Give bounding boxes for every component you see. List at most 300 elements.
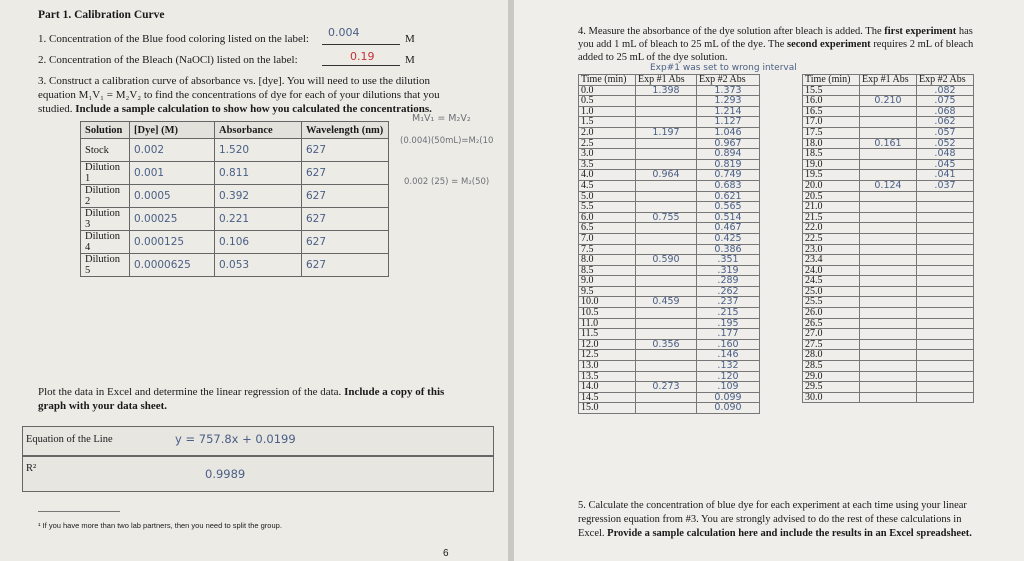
exp2-abs-cell: .048 <box>917 149 974 160</box>
exp1-abs-cell: 0.964 <box>636 170 697 181</box>
time-cell: 0.5 <box>579 96 636 107</box>
table-row <box>579 382 760 393</box>
exp1-abs-cell <box>860 339 917 350</box>
r2-value: 0.9989 <box>205 467 246 481</box>
wavelength-value: 627 <box>302 185 389 208</box>
exp2-abs-cell: 1.127 <box>697 117 760 128</box>
time-cell: 27.5 <box>803 339 860 350</box>
time-cell: 5.5 <box>579 202 636 213</box>
exp2-abs-cell: .195 <box>697 318 760 329</box>
time-cell: 5.0 <box>579 191 636 202</box>
table-row <box>579 329 760 340</box>
plot-instructions-line2: graph with your data sheet. <box>38 400 168 412</box>
table-row <box>579 233 760 244</box>
q2-answer: 0.19 <box>350 50 375 63</box>
dye-value: 0.002 <box>130 139 215 162</box>
time-cell: 19.0 <box>803 159 860 170</box>
question-2: 2. Concentration of the Bleach (NaOCl) listed on the label: <box>38 54 298 66</box>
time-cell: 28.5 <box>803 361 860 372</box>
exp1-abs-cell: 1.398 <box>636 85 697 96</box>
calibration-table <box>80 121 389 277</box>
exp2-abs-cell: 0.967 <box>697 138 760 149</box>
exp2-abs-cell: 0.819 <box>697 159 760 170</box>
table-row <box>81 231 389 254</box>
time-cell: 3.0 <box>579 149 636 160</box>
time-cell: 8.0 <box>579 255 636 266</box>
exp2-abs-cell: .351 <box>697 255 760 266</box>
exp1-abs-cell <box>860 255 917 266</box>
time-cell: 4.5 <box>579 180 636 191</box>
exp1-abs-cell <box>860 286 917 297</box>
table-row <box>579 255 760 266</box>
question-5-line1: 5. Calculate the concentration of blue dye for each experiment at each time using your linear <box>578 500 967 511</box>
exp1-abs-cell <box>860 106 917 117</box>
exp1-abs-cell <box>860 265 917 276</box>
time-cell: 24.0 <box>803 265 860 276</box>
exp2-abs-cell <box>917 212 974 223</box>
exp1-abs-cell <box>636 233 697 244</box>
table-row <box>803 149 974 160</box>
exp1-abs-cell <box>636 159 697 170</box>
exp2-abs-cell <box>917 265 974 276</box>
time-cell: 10.5 <box>579 308 636 319</box>
table-row <box>579 170 760 181</box>
table-row <box>81 254 389 277</box>
table-row <box>579 127 760 138</box>
exp1-abs-cell <box>860 212 917 223</box>
question-4-line2: you add 1 mL of bleach to 25 mL of the dye. The second experiment requires 2 mL of bleach <box>578 39 974 50</box>
exp2-abs-cell: 1.293 <box>697 96 760 107</box>
exp2-abs-cell: .075 <box>917 96 974 107</box>
r2-box <box>22 456 494 492</box>
table-row <box>803 191 974 202</box>
question-3-line2: equation M₁V₁ = M₂V₂ to find the concentrations of dye for each of your dilutions that you <box>38 89 440 101</box>
exp2-abs-cell: .045 <box>917 159 974 170</box>
table-row <box>803 276 974 287</box>
table-row <box>803 180 974 191</box>
table-row <box>579 212 760 223</box>
absorbance-value: 0.106 <box>215 231 302 254</box>
time-cell: 7.0 <box>579 233 636 244</box>
row-label: Stock <box>81 139 130 162</box>
exp1-abs-cell <box>636 403 697 414</box>
table-row <box>803 202 974 213</box>
absorbance-value: 0.221 <box>215 208 302 231</box>
exp1-abs-cell <box>860 223 917 234</box>
time-cell: 0.0 <box>579 85 636 96</box>
part-title: Part 1. Calibration Curve <box>38 9 165 21</box>
table-row <box>803 329 974 340</box>
table-row <box>579 159 760 170</box>
table-row <box>81 208 389 231</box>
table-row <box>803 96 974 107</box>
exp1-abs-cell <box>860 361 917 372</box>
exp1-abs-cell: 1.197 <box>636 127 697 138</box>
table-row <box>803 117 974 128</box>
time-cell: 21.0 <box>803 202 860 213</box>
col-header-exp1: Exp #1 Abs <box>636 75 697 86</box>
exp2-abs-cell <box>917 276 974 287</box>
time-cell: 11.5 <box>579 329 636 340</box>
exp2-abs-cell: 0.425 <box>697 233 760 244</box>
exp2-abs-cell <box>917 297 974 308</box>
question-5-line2: regression equation from #3. You are strongly advised to do the rest of these calculations in <box>578 514 962 525</box>
table-row <box>579 276 760 287</box>
exp1-abs-cell <box>860 159 917 170</box>
table-row <box>579 308 760 319</box>
time-cell: 15.0 <box>579 403 636 414</box>
exp2-abs-cell <box>917 223 974 234</box>
exp2-abs-cell <box>917 191 974 202</box>
exp2-abs-cell: .082 <box>917 85 974 96</box>
exp1-abs-cell <box>636 191 697 202</box>
time-cell: 25.5 <box>803 297 860 308</box>
exp2-abs-cell: .289 <box>697 276 760 287</box>
exp1-abs-cell: 0.590 <box>636 255 697 266</box>
exp2-abs-cell <box>917 350 974 361</box>
exp1-abs-cell <box>636 308 697 319</box>
exp1-abs-cell <box>636 106 697 117</box>
exp1-abs-cell <box>860 244 917 255</box>
exp1-abs-cell <box>860 85 917 96</box>
exp2-abs-cell <box>917 286 974 297</box>
time-cell: 24.5 <box>803 276 860 287</box>
exp1-abs-cell <box>860 149 917 160</box>
table-row <box>579 318 760 329</box>
time-cell: 8.5 <box>579 265 636 276</box>
exp1-abs-cell: 0.755 <box>636 212 697 223</box>
table-row <box>579 339 760 350</box>
table-row <box>81 162 389 185</box>
table-row <box>579 149 760 160</box>
dye-value: 0.0000625 <box>130 254 215 277</box>
row-label: Dilution 2 <box>81 185 130 208</box>
exp2-abs-cell: .146 <box>697 350 760 361</box>
table-row <box>803 233 974 244</box>
table-row <box>579 265 760 276</box>
exp1-abs-cell <box>860 318 917 329</box>
exp1-abs-cell: 0.273 <box>636 382 697 393</box>
time-cell: 18.5 <box>803 149 860 160</box>
time-cell: 13.0 <box>579 361 636 372</box>
left-page <box>0 0 508 561</box>
time-cell: 1.0 <box>579 106 636 117</box>
table-row <box>803 371 974 382</box>
time-cell: 7.5 <box>579 244 636 255</box>
exp2-abs-cell <box>917 308 974 319</box>
absorbance-value: 0.053 <box>215 254 302 277</box>
exp2-abs-cell <box>917 361 974 372</box>
exp2-abs-cell: .109 <box>697 382 760 393</box>
row-label: Dilution 5 <box>81 254 130 277</box>
row-label: Dilution 3 <box>81 208 130 231</box>
table-row <box>579 297 760 308</box>
col-header-exp1: Exp #1 Abs <box>860 75 917 86</box>
exp1-abs-cell <box>860 308 917 319</box>
exp2-abs-cell: 0.749 <box>697 170 760 181</box>
q2-unit: M <box>405 54 415 66</box>
time-cell: 2.5 <box>579 138 636 149</box>
table-row <box>803 361 974 372</box>
table-row <box>579 223 760 234</box>
table-row <box>803 127 974 138</box>
table-row <box>803 286 974 297</box>
time-cell: 21.5 <box>803 212 860 223</box>
table-row <box>579 244 760 255</box>
question-1: 1. Concentration of the Blue food coloring listed on the label: <box>38 33 309 45</box>
table-row <box>803 308 974 319</box>
exp2-abs-cell: 0.090 <box>697 403 760 414</box>
question-5-line3: Excel. Provide a sample calculation here and include the results in an Excel spreadsheet. <box>578 528 972 539</box>
exp1-abs-cell <box>636 138 697 149</box>
dye-value: 0.0005 <box>130 185 215 208</box>
wavelength-value: 627 <box>302 254 389 277</box>
exp1-abs-cell <box>636 371 697 382</box>
table-row <box>579 403 760 414</box>
table-row <box>579 361 760 372</box>
col-header-dye: [Dye] (M) <box>130 122 215 139</box>
handwritten-equation: M₁V₁ = M₂V₂ <box>412 113 471 124</box>
exp2-abs-cell <box>917 255 974 266</box>
time-cell: 12.5 <box>579 350 636 361</box>
table-row <box>803 106 974 117</box>
time-cell: 26.5 <box>803 318 860 329</box>
table-row <box>803 85 974 96</box>
table-row <box>579 392 760 403</box>
exp1-abs-cell: 0.459 <box>636 297 697 308</box>
exp1-abs-cell <box>636 223 697 234</box>
table-row <box>803 138 974 149</box>
time-cell: 10.0 <box>579 297 636 308</box>
exp2-abs-cell: .237 <box>697 297 760 308</box>
exp2-abs-cell: .037 <box>917 180 974 191</box>
exp2-abs-cell: 0.621 <box>697 191 760 202</box>
time-cell: 23.0 <box>803 244 860 255</box>
time-cell: 20.0 <box>803 180 860 191</box>
col-header-solution: Solution <box>81 122 130 139</box>
wavelength-value: 627 <box>302 208 389 231</box>
question-3-line3: studied. Include a sample calculation to show how you calculated the concentrations. <box>38 103 432 115</box>
exp1-abs-cell <box>860 329 917 340</box>
exp2-abs-cell <box>917 371 974 382</box>
exp2-abs-cell: .262 <box>697 286 760 297</box>
exp1-abs-cell <box>860 297 917 308</box>
row-label: Dilution 4 <box>81 231 130 254</box>
handwritten-calc-1: (0.004)(50mL)=M₂(10 <box>400 136 494 146</box>
exp2-abs-cell <box>917 339 974 350</box>
time-cell: 15.5 <box>803 85 860 96</box>
time-cell: 16.5 <box>803 106 860 117</box>
exp1-abs-cell <box>860 127 917 138</box>
exp2-abs-cell: 0.683 <box>697 180 760 191</box>
exp1-abs-cell <box>636 286 697 297</box>
handwritten-note: Exp#1 was set to wrong interval <box>650 63 797 73</box>
exp1-abs-cell <box>636 265 697 276</box>
exp2-abs-cell: 1.373 <box>697 85 760 96</box>
exp1-abs-cell <box>860 117 917 128</box>
table-row <box>579 286 760 297</box>
exp2-abs-cell: 0.565 <box>697 202 760 213</box>
table-row <box>803 350 974 361</box>
exp2-abs-cell: .068 <box>917 106 974 117</box>
absorbance-table-1 <box>578 74 760 414</box>
time-cell: 12.0 <box>579 339 636 350</box>
time-cell: 30.0 <box>803 392 860 403</box>
row-label: Dilution 1 <box>81 162 130 185</box>
exp2-abs-cell: .052 <box>917 138 974 149</box>
exp2-abs-cell: 1.046 <box>697 127 760 138</box>
exp2-abs-cell: .057 <box>917 127 974 138</box>
dye-value: 0.00025 <box>130 208 215 231</box>
table-row <box>803 212 974 223</box>
exp1-abs-cell <box>636 244 697 255</box>
time-cell: 17.0 <box>803 117 860 128</box>
time-cell: 29.0 <box>803 371 860 382</box>
exp1-abs-cell: 0.210 <box>860 96 917 107</box>
time-cell: 16.0 <box>803 96 860 107</box>
time-cell: 22.0 <box>803 223 860 234</box>
equation-label: Equation of the Line <box>26 434 113 445</box>
absorbance-value: 0.811 <box>215 162 302 185</box>
exp1-abs-cell <box>636 96 697 107</box>
table-row <box>579 350 760 361</box>
page-number: 6 <box>443 548 449 559</box>
wavelength-value: 627 <box>302 162 389 185</box>
exp1-abs-cell <box>860 392 917 403</box>
exp1-abs-cell <box>636 117 697 128</box>
time-cell: 25.0 <box>803 286 860 297</box>
time-cell: 3.5 <box>579 159 636 170</box>
time-cell: 14.0 <box>579 382 636 393</box>
table-row <box>579 117 760 128</box>
q1-unit: M <box>405 33 415 45</box>
time-cell: 6.5 <box>579 223 636 234</box>
exp1-abs-cell <box>860 170 917 181</box>
exp2-abs-cell: 0.099 <box>697 392 760 403</box>
time-cell: 29.5 <box>803 382 860 393</box>
col-header-time: Time (min) <box>803 75 860 86</box>
exp2-abs-cell: .160 <box>697 339 760 350</box>
exp2-abs-cell: 0.894 <box>697 149 760 160</box>
table-row <box>579 96 760 107</box>
exp1-abs-cell <box>636 350 697 361</box>
footnote: ¹ If you have more than two lab partners, then you need to split the group. <box>38 521 282 530</box>
exp2-abs-cell: .215 <box>697 308 760 319</box>
col-header-absorbance: Absorbance <box>215 122 302 139</box>
col-header-time: Time (min) <box>579 75 636 86</box>
exp2-abs-cell: .319 <box>697 265 760 276</box>
time-cell: 9.0 <box>579 276 636 287</box>
dye-value: 0.000125 <box>130 231 215 254</box>
exp1-abs-cell <box>860 371 917 382</box>
time-cell: 2.0 <box>579 127 636 138</box>
exp2-abs-cell <box>917 382 974 393</box>
table-row <box>579 106 760 117</box>
exp2-abs-cell: 0.467 <box>697 223 760 234</box>
exp1-abs-cell <box>860 350 917 361</box>
exp2-abs-cell: .062 <box>917 117 974 128</box>
equation-value: y = 757.8x + 0.0199 <box>175 432 296 446</box>
wavelength-value: 627 <box>302 139 389 162</box>
time-cell: 20.5 <box>803 191 860 202</box>
exp1-abs-cell: 0.356 <box>636 339 697 350</box>
exp1-abs-cell <box>636 318 697 329</box>
q1-answer: 0.004 <box>328 26 360 39</box>
exp2-abs-cell: .041 <box>917 170 974 181</box>
table-row <box>803 382 974 393</box>
col-header-exp2: Exp #2 Abs <box>697 75 760 86</box>
table-row <box>803 297 974 308</box>
table-row <box>803 223 974 234</box>
time-cell: 28.0 <box>803 350 860 361</box>
exp1-abs-cell <box>860 382 917 393</box>
exp1-abs-cell <box>860 202 917 213</box>
table-row <box>803 255 974 266</box>
exp2-abs-cell: 1.214 <box>697 106 760 117</box>
exp2-abs-cell: 0.514 <box>697 212 760 223</box>
table-row <box>579 191 760 202</box>
absorbance-value: 0.392 <box>215 185 302 208</box>
exp1-abs-cell <box>636 202 697 213</box>
exp1-abs-cell: 0.124 <box>860 180 917 191</box>
time-cell: 11.0 <box>579 318 636 329</box>
exp1-abs-cell <box>636 329 697 340</box>
question-3-line1: 3. Construct a calibration curve of absorbance vs. [dye]. You will need to use the dilution <box>38 75 430 87</box>
exp2-abs-cell: 0.386 <box>697 244 760 255</box>
time-cell: 1.5 <box>579 117 636 128</box>
exp2-abs-cell <box>917 244 974 255</box>
table-row <box>81 139 389 162</box>
wavelength-value: 627 <box>302 231 389 254</box>
table-row <box>81 185 389 208</box>
table-row <box>579 371 760 382</box>
absorbance-table-2 <box>802 74 974 403</box>
time-cell: 23.4 <box>803 255 860 266</box>
question-4-line3: added to 25 mL of the dye solution. <box>578 52 728 63</box>
time-cell: 17.5 <box>803 127 860 138</box>
dye-value: 0.001 <box>130 162 215 185</box>
exp2-abs-cell <box>917 233 974 244</box>
absorbance-value: 1.520 <box>215 139 302 162</box>
time-cell: 22.5 <box>803 233 860 244</box>
exp1-abs-cell <box>636 149 697 160</box>
exp1-abs-cell: 0.161 <box>860 138 917 149</box>
time-cell: 14.5 <box>579 392 636 403</box>
time-cell: 18.0 <box>803 138 860 149</box>
question-4-line1: 4. Measure the absorbance of the dye solution after bleach is added. The first experiment has <box>578 26 973 37</box>
r2-label: R² <box>26 463 37 474</box>
exp1-abs-cell <box>636 392 697 403</box>
col-header-wavelength: Wavelength (nm) <box>302 122 389 139</box>
table-row <box>803 265 974 276</box>
handwritten-calc-2: 0.002 (25) = M₂(50) <box>404 177 490 187</box>
exp2-abs-cell <box>917 318 974 329</box>
table-row <box>579 202 760 213</box>
table-row <box>803 244 974 255</box>
time-cell: 9.5 <box>579 286 636 297</box>
table-row <box>803 339 974 350</box>
table-row <box>803 318 974 329</box>
time-cell: 27.0 <box>803 329 860 340</box>
exp2-abs-cell <box>917 329 974 340</box>
exp1-abs-cell <box>636 180 697 191</box>
table-row <box>579 180 760 191</box>
exp2-abs-cell: .177 <box>697 329 760 340</box>
right-page <box>514 0 1024 561</box>
exp2-abs-cell: .132 <box>697 361 760 372</box>
exp1-abs-cell <box>636 276 697 287</box>
time-cell: 13.5 <box>579 371 636 382</box>
